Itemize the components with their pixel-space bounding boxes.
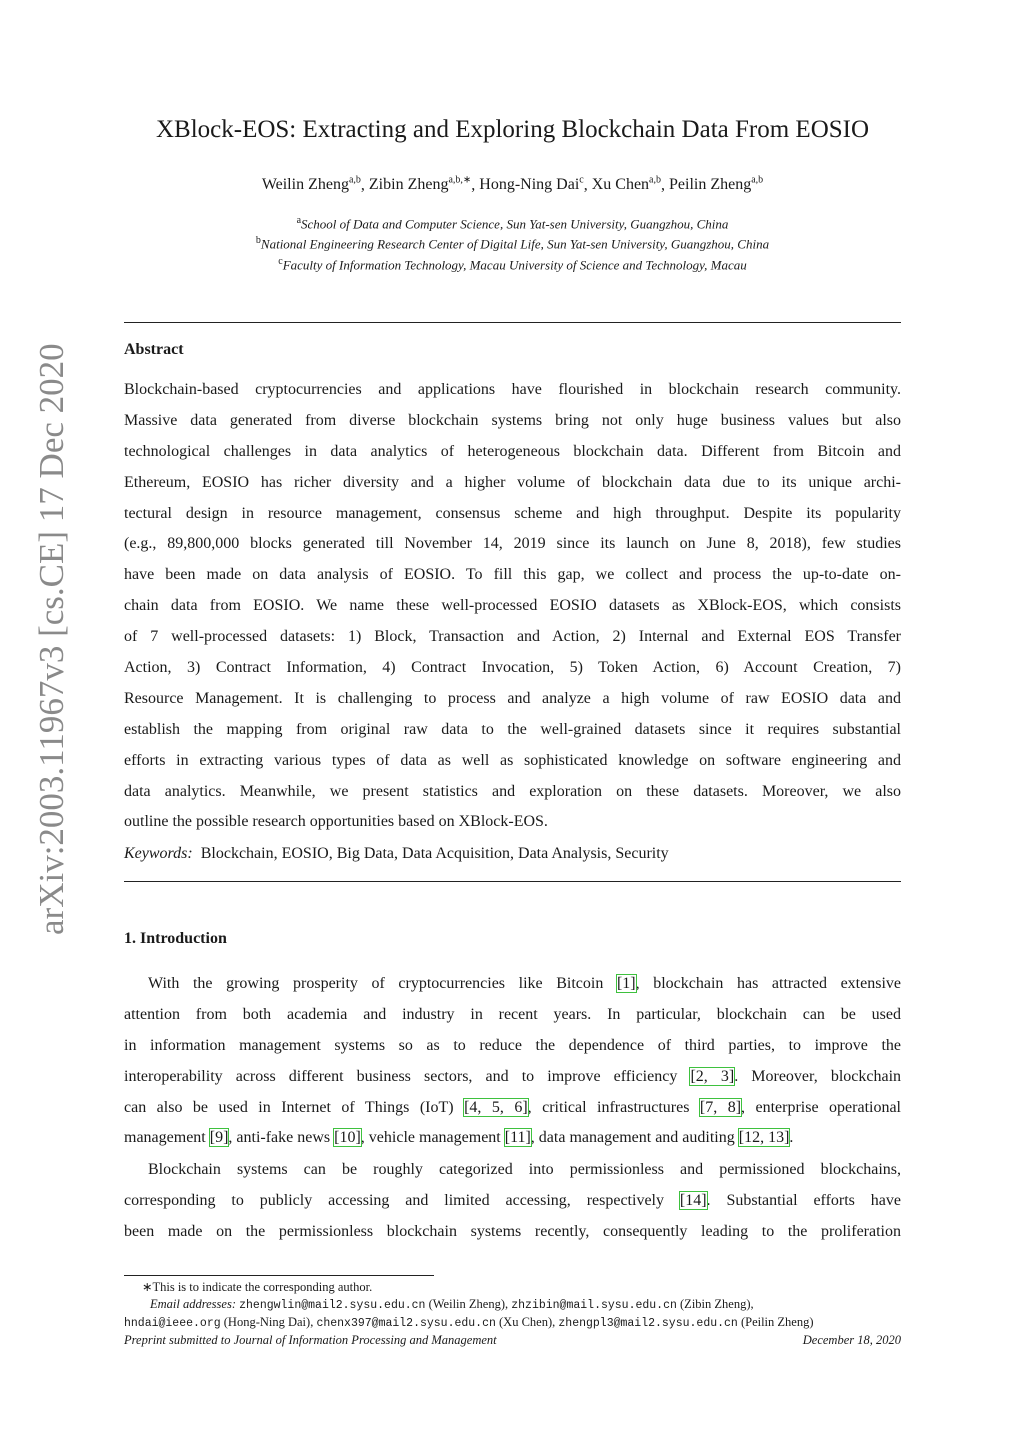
page-footer [124,1333,901,1348]
abstract-body [124,375,901,838]
paragraph-line: attention from both academia and industry in recent years. In particular, blockchain can be used [124,1005,901,1023]
abstract-line: establish the mapping from original raw data to the well-grained datasets since it requires substantial [124,720,901,738]
abstract-line: data analytics. Meanwhile, we present statistics and exploration on these datasets. Moreover, we also [124,782,901,800]
affiliation-a: $^a$School of Data and Computer Science, Sun Yat-sen University, Guangzhou, China [296,215,729,232]
paragraph-line: can also be used in Internet of Things (IoT) [4, 5, 6], critical infrastructures [7, 8], enterprise operational [124,1098,901,1116]
abstract-top-rule [124,322,901,323]
paragraph-line: With the growing prosperity of cryptocurrencies like Bitcoin [1], blockchain has attracted extensive [148,975,902,992]
paragraph-line: in information management systems so as to reduce the dependence of third parties, to improve the [124,1036,901,1054]
author-list: Weilin Zheng$^{a,b}$, Zibin Zheng$^{a,b,∗}$, Hong-Ning Dai$^c$, Xu Chen$^{a,b}$, Peilin Zheng$^{a,b}$ [261,175,764,194]
abstract-heading: Abstract [124,341,184,358]
author-1: Weilin Zheng$^{a,b}$ [261,175,361,194]
keywords-label: Keywords: [124,845,193,862]
email-link[interactable]: zhengpl3@mail2.sysu.edu.cn [558,1317,738,1330]
email-link[interactable]: chenx397@mail2.sysu.edu.cn [316,1317,496,1330]
citation-link[interactable]: [2, 3] [690,1067,735,1085]
paragraph-line: corresponding to publicly accessing and limited accessing, respectively [14]. Substantial efforts have [124,1191,902,1209]
email-link[interactable]: zhzibin@mail.sysu.edu.cn [511,1299,677,1312]
paper-title: XBlock-EOS: Extracting and Exploring Blockchain Data From EOSIO [155,116,870,143]
keywords-text: Blockchain, EOSIO, Big Data, Data Acquisition, Data Analysis, Security [200,845,669,862]
footnote-rule [124,1275,434,1276]
abstract-bottom-rule [124,881,901,882]
footnote-corresponding: ∗This is to indicate the corresponding author. [142,1280,373,1294]
affiliations [124,212,901,273]
abstract-line: chain data from EOSIO. We name these well-processed EOSIO datasets as XBlock-EOS, which consists [124,597,901,615]
intro-paragraph-1 [124,969,901,1154]
author-3: Hong-Ning Dai$^c$ [479,175,584,194]
abstract-line: (e.g., 89,800,000 blocks generated till November 14, 2019 since its launch on June 8, 2018), few studies [124,535,901,553]
arxiv-sidebar-stamp: arXiv:2003.11967v3 [cs.CE] 17 Dec 2020 [32,343,71,935]
abstract-line: Resource Management. It is challenging to process and analyze a high volume of raw EOSIO data and [124,689,901,707]
citation-link[interactable]: [10] [334,1129,361,1147]
citation-link[interactable]: [9] [209,1129,229,1147]
affiliation-b: $^b$National Engineering Research Center of Digital Life, Sun Yat-sen University, Guangzhou, China [255,235,770,252]
keywords [124,845,669,863]
section-heading-introduction: 1. Introduction [124,930,227,947]
paragraph-line: management [9], anti-fake news [10], vehicle management [11], data management and auditing [12, 13]. [124,1129,794,1147]
author-4: Xu Chen$^{a,b}$ [591,175,661,194]
citation-link[interactable]: [11] [504,1129,531,1147]
abstract-line: outline the possible research opportunities based on XBlock-EOS. [124,813,548,831]
email-label: Email addresses: [150,1297,236,1311]
intro-paragraph-2 [124,1155,901,1248]
affiliation-c: $^c$Faculty of Information Technology, Macau University of Science and Technology, Macau [278,255,747,272]
author-2: Zibin Zheng$^{a,b,∗}$ [368,175,472,194]
citation-link[interactable]: [12, 13] [738,1129,790,1147]
footer-journal: Preprint submitted to Journal of Information Processing and Management [124,1333,497,1347]
footnote-emails: Email addresses: zhengwlin@mail2.sysu.edu.cn (Weilin Zheng), zhzibin@mail.sysu.edu.cn (Zibin Zheng), hndai@ieee.org (Hong-Ning Dai), chenx397@mail2.sysu.edu.cn (Xu Chen), zhengpl3@mail2.sysu.edu.cn (Peilin Zheng) [124,1297,814,1330]
abstract-line: Action, 3) Contract Information, 4) Contract Invocation, 5) Token Action, 6) Account Creation, 7) [124,659,901,677]
abstract-line: of 7 well-processed datasets: 1) Block, Transaction and Action, 2) Internal and External EOS Transfer [124,628,901,646]
citation-link[interactable]: [1] [616,975,636,992]
citation-link[interactable]: [4, 5, 6] [464,1098,528,1116]
abstract-line: Blockchain-based cryptocurrencies and applications have flourished in blockchain research community. [124,381,901,398]
paragraph-line: been made on the permissionless blockchain systems recently, consequently leading to the proliferation [124,1222,901,1240]
email-link[interactable]: hndai@ieee.org [124,1317,221,1330]
abstract-line: Ethereum, EOSIO has richer diversity and a higher volume of blockchain data due to its unique archi- [124,473,901,491]
abstract-line: technological challenges in data analytics of heterogeneous blockchain data. Different from Bitcoin and [124,442,901,460]
abstract-line: efforts in extracting various types of data as well as sophisticated knowledge on software engineering and [124,751,901,769]
abstract-line: tectural design in resource management, consensus scheme and high throughput. Despite its popularity [124,504,901,522]
abstract-line: have been made on data analysis of EOSIO. To fill this gap, we collect and process the up-to-date on- [124,566,901,584]
citation-link[interactable]: [14] [679,1191,707,1209]
paragraph-line: Blockchain systems can be roughly categorized into permissionless and permissioned blockchains, [148,1161,901,1178]
abstract-line: Massive data generated from diverse blockchain systems bring not only huge business values but also [124,411,901,429]
author-5: Peilin Zheng$^{a,b}$ [669,175,764,194]
footer-date: December 18, 2020 [802,1333,901,1347]
paragraph-line: interoperability across different business sectors, and to improve efficiency [2, 3]. Moreover, blockchain [124,1067,902,1085]
citation-link[interactable]: [7, 8] [699,1098,742,1116]
email-link[interactable]: zhengwlin@mail2.sysu.edu.cn [239,1299,426,1312]
